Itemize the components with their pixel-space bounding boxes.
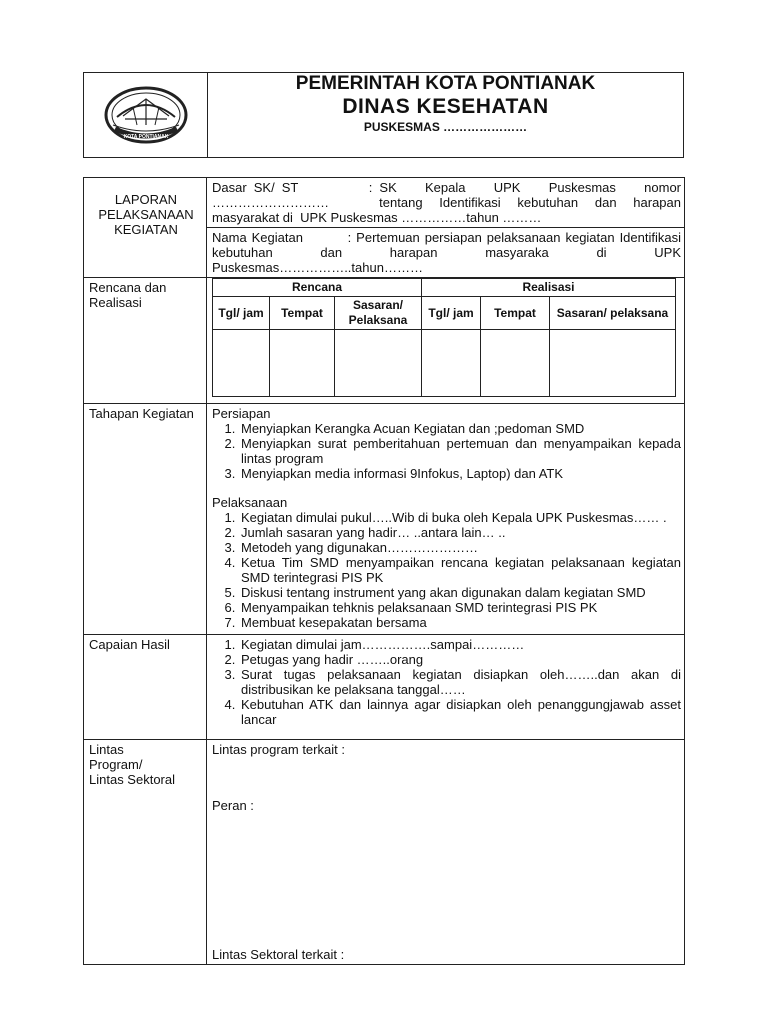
capaian-label: Capaian Hasil bbox=[84, 635, 207, 740]
capaian-list bbox=[212, 637, 681, 727]
table-cell[interactable] bbox=[481, 330, 550, 397]
list-item: 3. Surat tugas pelaksanaan kegiatan disiapkan oleh……..dan akan di distribusikan ke pelaksana tanggal…… bbox=[239, 667, 681, 697]
table-cell[interactable] bbox=[270, 330, 335, 397]
rencana-realisasi-table bbox=[212, 278, 676, 397]
pelaksanaan-list bbox=[212, 510, 681, 630]
list-item: 7. Membuat kesepakatan bersama bbox=[239, 615, 681, 630]
list-item: 2. Jumlah sasaran yang hadir… ..antara lain… .. bbox=[239, 525, 681, 540]
capaian-cell bbox=[207, 635, 685, 740]
department-name: DINAS KESEHATAN bbox=[342, 95, 549, 118]
col-header: Tempat bbox=[270, 297, 335, 330]
report-table bbox=[83, 177, 696, 965]
list-item: 1. Menyiapkan Kerangka Acuan Kegiatan dan ;pedoman SMD bbox=[239, 421, 681, 436]
list-item: 6. Menyampaikan tehknis pelaksanaan SMD terintegrasi PIS PK bbox=[239, 600, 681, 615]
lintas-label bbox=[84, 740, 207, 965]
rencana-realisasi-label: Rencana dan Realisasi bbox=[84, 278, 207, 404]
nama-kegiatan-field: Nama Kegiatan : Pertemuan persiapan pelaksanaan kegiatan Identifikasi kebutuhan dan harapan masyaraka di UPK Puskesmas……………..tahun……… bbox=[207, 228, 685, 278]
lintas-label-line: Lintas bbox=[89, 742, 124, 757]
list-item: 2. Petugas yang hadir ……..orang bbox=[239, 652, 681, 667]
lintas-sektoral-field: Lintas Sektoral terkait : bbox=[212, 947, 345, 962]
table-cell[interactable] bbox=[213, 330, 270, 397]
report-title-cell bbox=[84, 178, 207, 278]
list-item: 3. Menyiapkan media informasi 9Infokus, Laptop) dan ATK bbox=[239, 466, 681, 481]
table-cell[interactable] bbox=[422, 330, 481, 397]
rencana-realisasi-cell bbox=[207, 278, 685, 404]
logo-cell bbox=[84, 73, 208, 157]
list-item: 3. Metodeh yang digunakan………………… bbox=[239, 540, 681, 555]
report-title-line: KEGIATAN bbox=[114, 222, 178, 237]
col-header: Sasaran/ Pelaksana bbox=[335, 297, 422, 330]
col-header: Tempat bbox=[481, 297, 550, 330]
puskesmas-name: PUSKESMAS ………………… bbox=[363, 120, 528, 134]
lintas-label-line: Lintas Sektoral bbox=[89, 772, 175, 787]
table-cell[interactable] bbox=[335, 330, 422, 397]
table-cell[interactable] bbox=[550, 330, 676, 397]
col-header: Tgl/ jam bbox=[213, 297, 270, 330]
col-header: Tgl/ jam bbox=[422, 297, 481, 330]
city-emblem-logo bbox=[103, 85, 189, 145]
list-item: 1. Kegiatan dimulai jam…………….sampai………… bbox=[239, 637, 681, 652]
tahapan-cell bbox=[207, 404, 685, 635]
lintas-program-field: Lintas program terkait : bbox=[212, 742, 345, 757]
letterhead-title bbox=[208, 73, 683, 157]
dasar-sk-field: Dasar SK/ ST : SK Kepala UPK Puskesmas nomor ……………………… tentang Identifikasi kebutuhan dan harapan masyarakat di UPK Puskesmas ……………tahun ……… bbox=[207, 178, 685, 228]
list-item: 5. Diskusi tentang instrument yang akan digunakan dalam kegiatan SMD bbox=[239, 585, 681, 600]
lintas-cell bbox=[207, 740, 685, 965]
list-item: 4. Kebutuhan ATK dan lainnya agar disiapkan oleh penanggungjawab asset lancar bbox=[239, 697, 681, 727]
persiapan-list bbox=[212, 421, 681, 481]
pelaksanaan-title: Pelaksanaan bbox=[212, 495, 288, 510]
list-item: 4. Ketua Tim SMD menyampaikan rencana kegiatan pelaksanaan kegiatan SMD terintegrasi PIS PK bbox=[239, 555, 681, 585]
letterhead bbox=[83, 72, 684, 158]
rencana-header: Rencana bbox=[213, 279, 422, 297]
list-item: 2. Menyiapkan surat pemberitahuan pertemuan dan menyampaikan kepada lintas program bbox=[239, 436, 681, 466]
list-item: 1. Kegiatan dimulai pukul…..Wib di buka oleh Kepala UPK Puskesmas…… . bbox=[239, 510, 681, 525]
realisasi-header: Realisasi bbox=[422, 279, 676, 297]
report-title-line: PELAKSANAAN bbox=[98, 207, 194, 222]
lintas-label-line: Program/ bbox=[89, 757, 143, 772]
tahapan-label: Tahapan Kegiatan bbox=[84, 404, 207, 635]
government-name: PEMERINTAH KOTA PONTIANAK bbox=[295, 73, 596, 94]
peran-field: Peran : bbox=[212, 798, 254, 813]
persiapan-title: Persiapan bbox=[212, 406, 271, 421]
svg-text:KOTA PONTIANAK: KOTA PONTIANAK bbox=[123, 134, 168, 140]
col-header: Sasaran/ pelaksana bbox=[550, 297, 676, 330]
report-title-line: LAPORAN bbox=[114, 192, 178, 207]
